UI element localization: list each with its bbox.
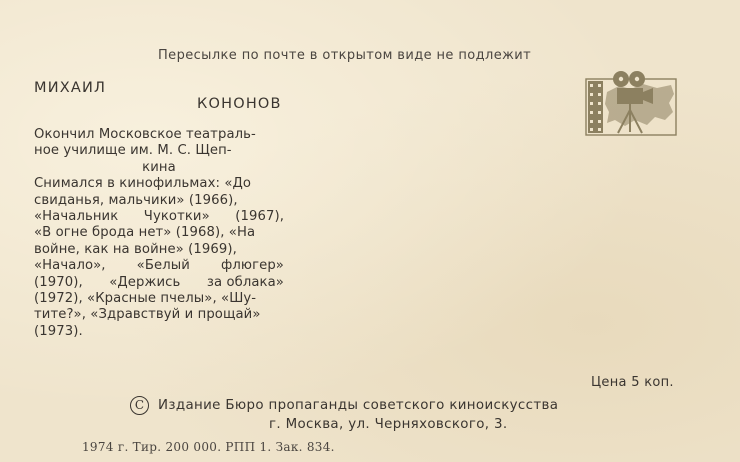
bio-line: «В огне брода нет» (1968), «На (34, 225, 256, 241)
bio-line: Окончил Московское театраль- (34, 127, 256, 142)
bio-word: (1967), (235, 209, 284, 225)
biography (34, 127, 284, 340)
bio-line: (1973). (34, 323, 83, 339)
bio-word: «Начало», (34, 258, 106, 274)
publisher-address: г. Москва, ул. Черняховского, 3. (269, 417, 508, 432)
bio-line: кина (142, 159, 176, 175)
bio-line: Снимался в кинофильмах: «До (34, 176, 252, 192)
bio-line (34, 275, 284, 291)
bio-line (34, 258, 284, 274)
actor-last-name: КОНОНОВ (197, 96, 282, 112)
bio-word: за облака» (206, 274, 284, 290)
print-imprint: 1974 г. Тир. 200 000. РПП 1. Зак. 834. (82, 440, 335, 454)
bio-word: «Начальник (34, 209, 119, 225)
bio-word: «Держись (109, 274, 181, 290)
film-camera-logo-icon (585, 70, 680, 137)
actor-first-name: МИХАИЛ (34, 80, 107, 96)
bio-word: «Белый (136, 258, 190, 274)
price-label: Цена 5 коп. (591, 375, 674, 390)
bio-line: (1972), «Красные пчелы», «Шу- (34, 291, 257, 307)
bio-line: тите?», «Здравствуй и прощай» (34, 307, 261, 323)
postal-notice: Пересылке по почте в открытом виде не подлежит (158, 48, 532, 63)
copyright-icon: C (130, 396, 149, 415)
bio-line (34, 209, 284, 225)
bio-word: Чукотки» (143, 209, 210, 225)
publisher-line: Издание Бюро пропаганды советского киноискусства (158, 398, 559, 413)
bio-line: ное училище им. М. С. Щеп- (34, 143, 232, 159)
bio-line: свиданья, мальчики» (1966), (34, 192, 238, 208)
bio-word: флюгер» (220, 258, 284, 274)
bio-line: войне, как на войне» (1969), (34, 241, 237, 257)
bio-word: (1970), (34, 274, 83, 290)
